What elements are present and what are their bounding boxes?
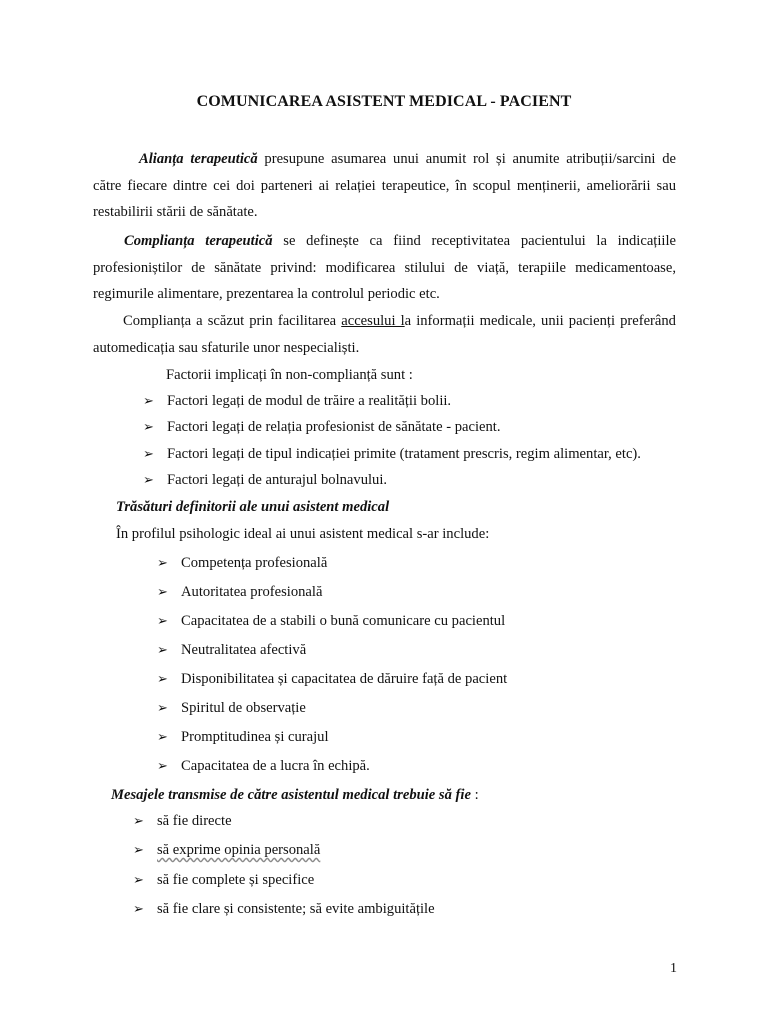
- traits-intro: În profilul psihologic ideal ai unui asistent medical s-ar include:: [116, 526, 490, 542]
- paragraph-text: Complianța a scăzut prin facilitarea: [123, 313, 342, 329]
- page-number: 1: [670, 961, 677, 976]
- arrow-bullet-icon: ➢: [157, 613, 168, 628]
- list-item: [157, 698, 306, 718]
- list-item-text: Neutralitatea afectivă: [181, 642, 307, 658]
- list-item: [157, 727, 329, 747]
- list-item-text: Capacitatea de a stabili o bună comunicare cu pacientul: [181, 613, 506, 629]
- arrow-bullet-icon: ➢: [143, 419, 154, 434]
- list-item: [143, 444, 641, 464]
- paragraph-compliance-decrease: [93, 308, 676, 361]
- traits-heading: Trăsături definitorii ale unui asistent medical: [116, 499, 390, 515]
- arrow-bullet-icon: ➢: [157, 700, 168, 715]
- term-therapeutic-alliance: Alianța terapeutică: [139, 151, 258, 167]
- list-item: [157, 640, 306, 660]
- list-item: [157, 756, 370, 776]
- list-item-text: Factori legați de tipul indicației primite (tratament prescris, regim alimentar, etc).: [167, 446, 641, 462]
- underlined-text: accesului l: [341, 313, 405, 329]
- list-item-text: Competența profesională: [181, 555, 328, 571]
- arrow-bullet-icon: ➢: [143, 393, 154, 408]
- list-item: [157, 669, 507, 689]
- list-item: [143, 417, 501, 437]
- list-item-text: Spiritul de observație: [181, 700, 306, 716]
- paragraph-text: se definește ca fiind receptivitatea pacientului la indicațiile profesioniștilor de sănătate privind: modificarea stilului de viață, terapiile medicamentoase, regimurile alimentare, prezentarea la controlul periodic etc.: [93, 233, 676, 302]
- arrow-bullet-icon: ➢: [133, 901, 144, 916]
- factors-intro: Factorii implicați în non-complianță sunt :: [166, 367, 413, 383]
- list-item: [133, 811, 232, 831]
- arrow-bullet-icon: ➢: [133, 842, 144, 857]
- list-item-text: Factori legați de relația profesionist de sănătate - pacient.: [167, 419, 501, 435]
- list-item: [133, 870, 314, 890]
- messages-heading-suffix: :: [470, 787, 479, 803]
- arrow-bullet-icon: ➢: [157, 555, 168, 570]
- arrow-bullet-icon: ➢: [157, 729, 168, 744]
- paragraph-therapeutic-alliance: [93, 146, 676, 226]
- document-title: COMUNICAREA ASISTENT MEDICAL - PACIENT: [196, 93, 572, 110]
- list-item-text: Autoritatea profesională: [181, 584, 323, 600]
- list-item-text: să fie clare și consistente; să evite ambiguitățile: [157, 901, 435, 917]
- list-item-text: Disponibilitatea și capacitatea de dăruire față de pacient: [181, 671, 508, 687]
- list-item: [143, 470, 387, 490]
- arrow-bullet-icon: ➢: [157, 642, 168, 657]
- list-item-text: Factori legați de anturajul bolnavului.: [167, 472, 388, 488]
- arrow-bullet-icon: ➢: [133, 872, 144, 887]
- paragraph-therapeutic-compliance: [93, 228, 676, 308]
- list-item-text: să exprime opinia personală: [157, 842, 321, 858]
- list-item-text: să fie complete și specifice: [157, 872, 315, 888]
- paragraph-text: presupune asumarea unui anumit rol și anumite atribuții/sarcini de către fiecare dintre cei doi parteneri ai relației terapeutice, în scopul menținerii, ameliorării sau restabilirii stării de sănătate.: [93, 151, 676, 220]
- arrow-bullet-icon: ➢: [143, 472, 154, 487]
- list-item: [157, 582, 322, 602]
- arrow-bullet-icon: ➢: [157, 758, 168, 773]
- arrow-bullet-icon: ➢: [157, 584, 168, 599]
- term-therapeutic-compliance: Complianța terapeutică: [124, 233, 273, 249]
- paragraph-text: a informații medicale, unii pacienți preferând automedicația sau sfaturile unor nespecialiști.: [93, 313, 676, 356]
- list-item-text: Capacitatea de a lucra în echipă.: [181, 758, 370, 774]
- list-item-text: Promptitudinea și curajul: [181, 729, 329, 745]
- arrow-bullet-icon: ➢: [157, 671, 168, 686]
- arrow-bullet-icon: ➢: [143, 446, 154, 461]
- list-item: [157, 553, 327, 573]
- messages-heading-text: Mesajele transmise de către asistentul medical trebuie să fie: [111, 787, 471, 803]
- list-item: [143, 391, 451, 411]
- messages-heading: [111, 785, 479, 805]
- list-item: [133, 899, 435, 919]
- list-item-text: să fie directe: [157, 813, 232, 829]
- list-item: [157, 611, 505, 631]
- arrow-bullet-icon: ➢: [133, 813, 144, 828]
- list-item-text: Factori legați de modul de trăire a realității bolii.: [167, 393, 452, 409]
- list-item: [133, 840, 320, 860]
